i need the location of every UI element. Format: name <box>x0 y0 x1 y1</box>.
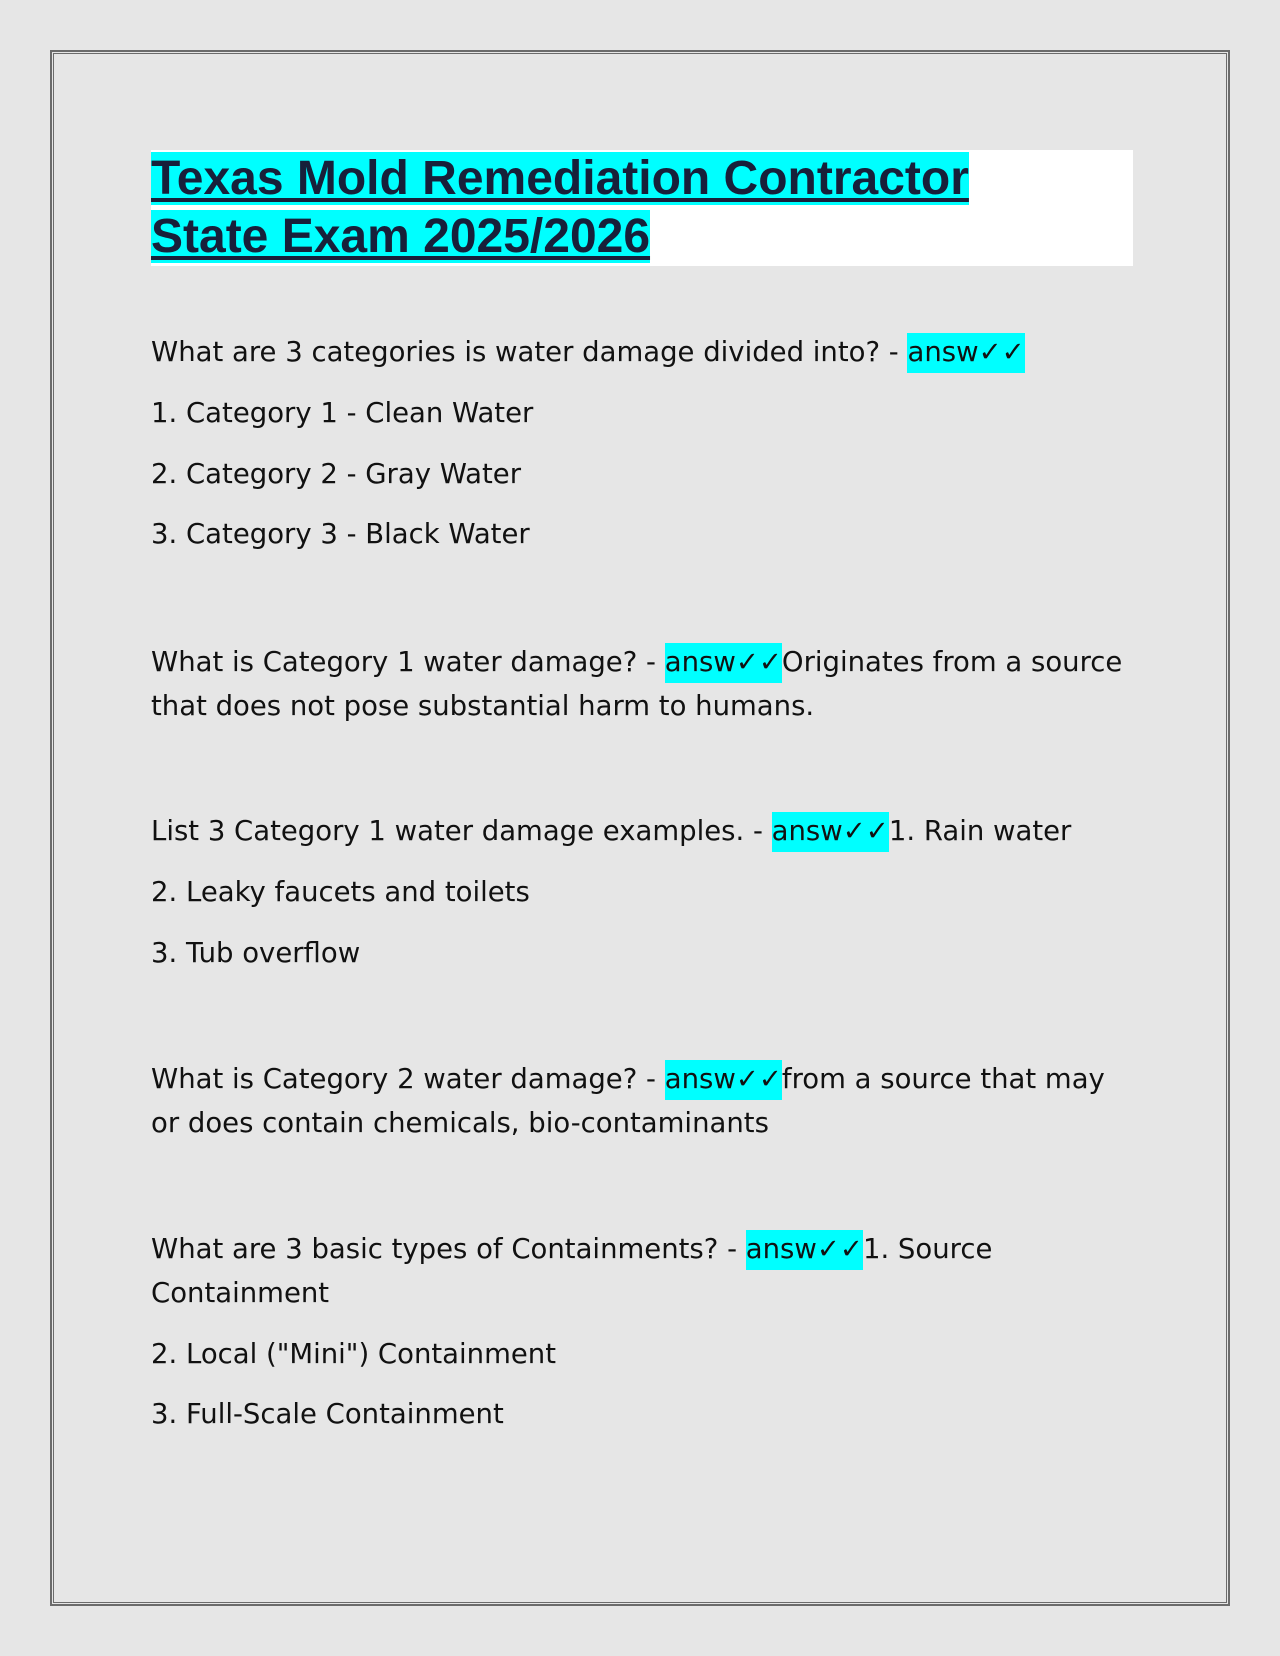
answer-line: 3. Full-Scale Containment <box>151 1398 504 1430</box>
answer-inline-text: 1. Source <box>862 1233 993 1265</box>
answer-inline-text: 1. Rain water <box>888 815 1072 847</box>
checkmark-icon: ✓✓ <box>842 815 889 847</box>
answer-marker: answ✓✓ <box>772 812 889 852</box>
answer-line: 2. Local ("Mini") Containment <box>151 1338 557 1370</box>
answer-line: 2. Leaky faucets and toilets <box>151 876 530 908</box>
answer-marker: answ✓✓ <box>746 1230 863 1270</box>
answer-line: 1. Category 1 - Clean Water <box>151 397 534 429</box>
checkmark-icon: ✓✓ <box>735 1063 782 1095</box>
answer-line: 3. Tub overflow <box>151 937 361 969</box>
question-line <box>151 330 1131 374</box>
question-text: List 3 Category 1 water damage examples. - <box>151 815 772 847</box>
question-line <box>151 1057 1131 1101</box>
answer-marker: answ✓✓ <box>665 643 782 683</box>
answer-line: 2. Category 2 - Gray Water <box>151 458 522 490</box>
question-text: What are 3 basic types of Containments? - <box>151 1233 746 1265</box>
question-line <box>151 809 1131 853</box>
checkmark-icon: ✓✓ <box>978 336 1025 368</box>
answer-line: Containment <box>151 1277 330 1309</box>
answer-marker: answ✓✓ <box>907 333 1024 373</box>
answer-marker: answ✓✓ <box>665 1060 782 1100</box>
title-line-1: Texas Mold Remediation Contractor <box>151 152 969 205</box>
answer-inline-text: from a source that may <box>781 1063 1105 1095</box>
answer-line: or does contain chemicals, bio-contaminants <box>151 1107 769 1139</box>
checkmark-icon: ✓✓ <box>816 1233 863 1265</box>
checkmark-icon: ✓✓ <box>735 646 782 678</box>
document-title <box>151 150 1051 266</box>
question-text: What are 3 categories is water damage divided into? - <box>151 336 908 368</box>
answer-inline-text: Originates from a source <box>781 646 1123 678</box>
question-text: What is Category 2 water damage? - <box>151 1063 665 1095</box>
question-line <box>151 1227 1131 1271</box>
answer-line: 3. Category 3 - Black Water <box>151 518 530 550</box>
question-line <box>151 640 1131 684</box>
title-line-2: State Exam 2025/2026 <box>151 210 651 263</box>
question-text: What is Category 1 water damage? - <box>151 646 665 678</box>
answer-line: that does not pose substantial harm to humans. <box>151 690 815 722</box>
